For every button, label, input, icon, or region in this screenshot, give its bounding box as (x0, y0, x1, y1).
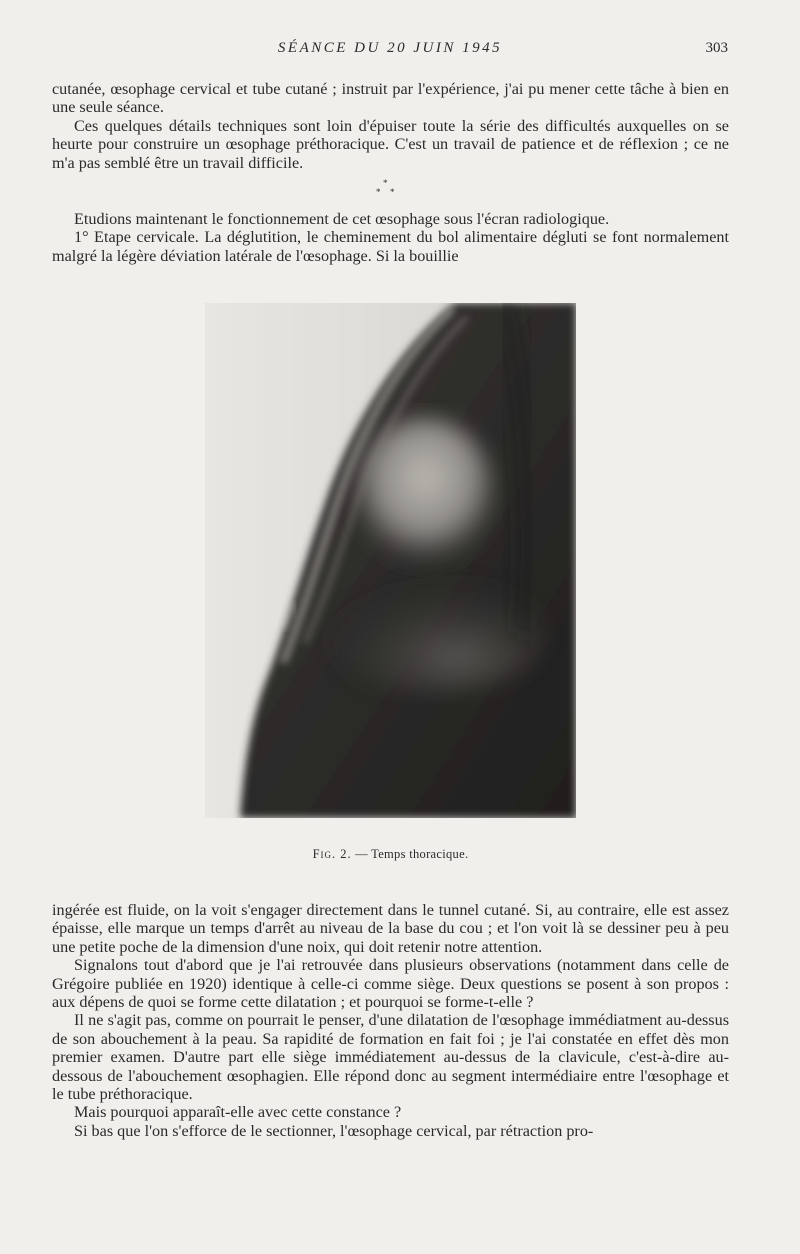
running-head (52, 40, 728, 64)
paragraph: cutanée, œsophage cervical et tube cutané ; instruit par l'expérience, j'ai pu mener cette tâche à bien en une seule séance. (52, 80, 729, 117)
paragraph: Il ne s'agit pas, comme on pourrait le penser, d'une dilatation de l'œsophage immédiatment au-dessus de son abouchement à la peau. Sa rapidité de formation en fait foi ; je l'ai constatée en effet dès mon premier examen. D'autre part elle siège immédiatement au-dessus de la clavicule, c'est-à-dire au-dessous de l'abouchement œsophagien. Elle répond donc au segment intermédiaire entre l'œsophage et le tube préthoracique. (52, 1011, 729, 1104)
paragraph: Signalons tout d'abord que je l'ai retrouvée dans plusieurs observations (notamment dans celle de Grégoire publiée en 1920) identique à celle-ci comme siège. Deux questions se posent à son propos : aux dépens de quoi se forme cette dilatation ; et pourquoi se forme-t-elle ? (52, 956, 729, 1012)
caption-separator: — (355, 847, 368, 861)
radiograph-figure (205, 303, 576, 818)
radiograph-image (205, 303, 576, 818)
figure-label: Fig. 2. (312, 847, 352, 861)
paragraph: 1° Etape cervicale. La déglutition, le cheminement du bol alimentaire dégluti se font normalement malgré la légère déviation latérale de l'œsophage. Si la bouillie (52, 228, 729, 265)
asterism (372, 178, 402, 200)
asterism-star: * (376, 187, 381, 197)
paragraph: ingérée est fluide, on la voit s'engager directement dans le tunnel cutané. Si, au contraire, elle est assez épaisse, elle marque un temps d'arrêt au niveau de la base du cou ; et l'on voit là se dessiner peu à peu une petite poche de la dimension d'une noix, qui doit retenir notre attention. (52, 901, 729, 956)
text-block-bottom (52, 901, 729, 1140)
figure-caption (52, 847, 729, 862)
text-block-middle (52, 210, 729, 265)
running-title: SÉANCE DU 20 JUIN 1945 (277, 40, 503, 56)
caption-text: Temps thoracique. (371, 847, 469, 861)
paragraph: Si bas que l'on s'efforce de le sectionner, l'œsophage cervical, par rétraction pro- (74, 1121, 594, 1140)
asterism-star: * (390, 187, 395, 197)
paragraph: Etudions maintenant le fonctionnement de cet œsophage sous l'écran radiologique. (74, 210, 610, 228)
asterism-star: * (383, 178, 388, 188)
paragraph: Ces quelques détails techniques sont loin d'épuiser toute la série des difficultés auxquelles on se heurte pour construire un œsophage préthoracique. C'est un travail de patience et de réflexion ; ce ne m'a pas semblé être un travail difficile. (52, 116, 729, 172)
page-number: 303 (705, 40, 728, 56)
text-block-top (52, 80, 729, 172)
paragraph: Mais pourquoi apparaît-elle avec cette constance ? (74, 1103, 402, 1122)
